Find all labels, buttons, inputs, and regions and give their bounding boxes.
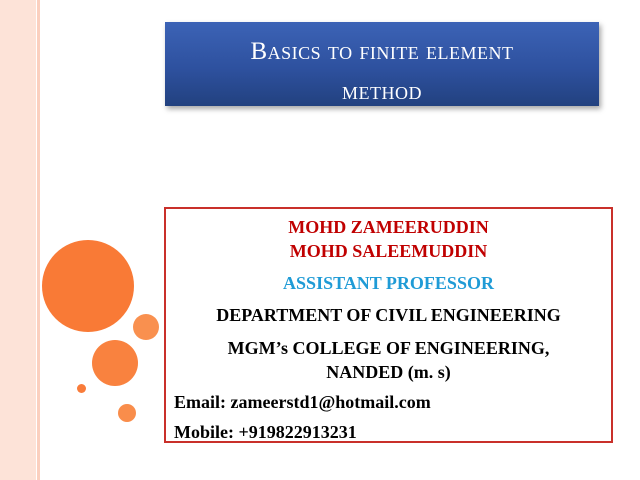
left-decorative-line — [37, 0, 40, 480]
email-text: Email: zameerstd1@hotmail.com — [174, 392, 431, 412]
slide-title-line2: method — [342, 78, 422, 105]
decorative-circle-small — [133, 314, 159, 340]
decorative-circle-tiny — [77, 384, 86, 393]
department: DEPARTMENT OF CIVIL ENGINEERING — [216, 305, 561, 325]
decorative-circle-medium — [92, 340, 138, 386]
decorative-circle-small-bottom — [118, 404, 136, 422]
author-name-1: MOHD ZAMEERUDDIN — [288, 217, 489, 237]
author-info-box — [164, 207, 613, 443]
slide-title-box — [165, 22, 599, 106]
college-name: MGM’s COLLEGE OF ENGINEERING, — [227, 338, 550, 358]
author-name-2: MOHD SALEEMUDDIN — [289, 241, 488, 261]
mobile-text: Mobile: +919822913231 — [174, 422, 357, 442]
slide-title-line1: Basics to finite element — [250, 38, 514, 65]
college-location: NANDED (m. s) — [326, 362, 451, 382]
left-decorative-stripe — [0, 0, 36, 480]
designation: ASSISTANT PROFESSOR — [283, 273, 494, 293]
decorative-circle-large — [42, 240, 134, 332]
